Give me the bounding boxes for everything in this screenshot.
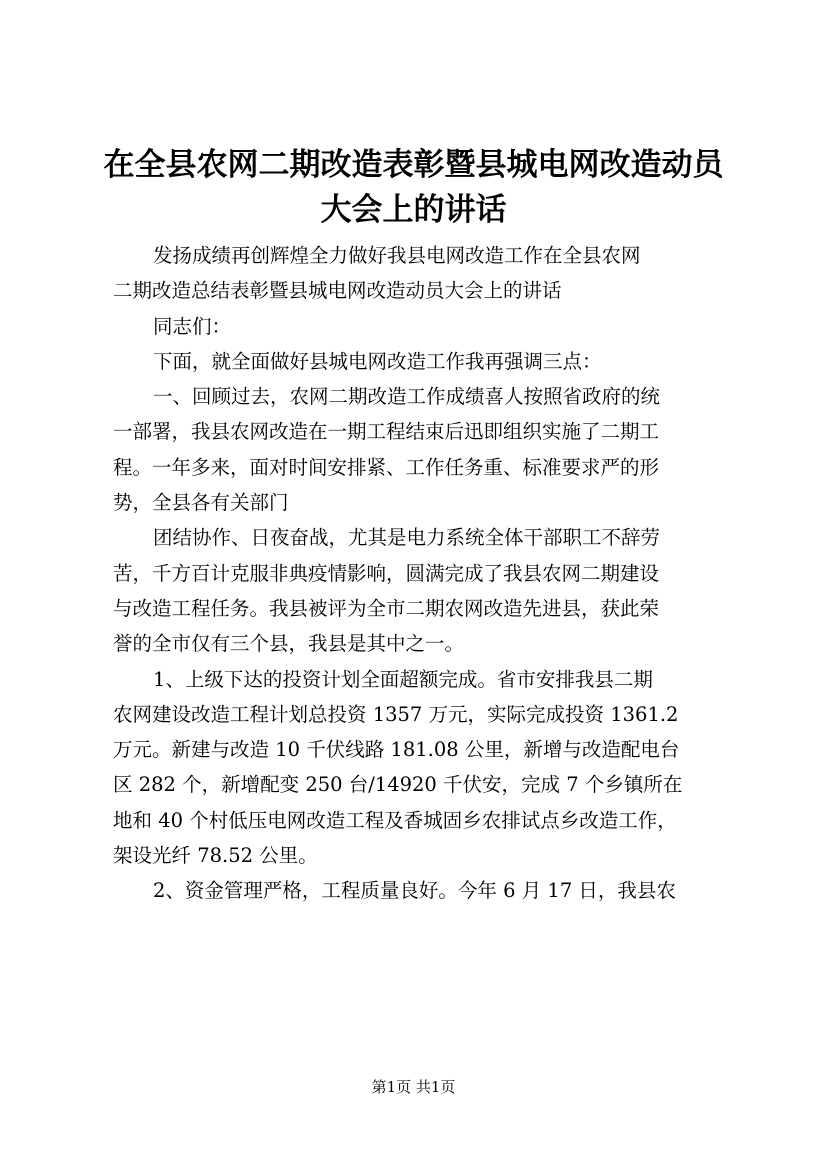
paragraph-line: 一部署，我县农网改造在一期工程结束后迅即组织实施了二期工 bbox=[113, 420, 660, 444]
paragraph-line: 下面，就全面做好县城电网改造工作我再强调三点： bbox=[153, 349, 602, 373]
paragraph bbox=[113, 873, 738, 908]
paragraph-line: 万元。新建与改造 10 千伏线路 181.08 公里，新增与改造配电台 bbox=[113, 738, 680, 762]
paragraph-line: 区 282 个，新增配变 250 台/14920 千伏安，完成 7 个乡镇所在 bbox=[113, 773, 683, 797]
paragraph-line: 地和 40 个村低压电网改造工程及香城固乡农排试点乡改造工作， bbox=[113, 808, 677, 832]
paragraph bbox=[113, 238, 738, 309]
paragraph-line: 二期改造总结表彰暨县城电网改造动员大会上的讲话 bbox=[113, 279, 562, 303]
paragraph bbox=[113, 344, 738, 379]
paragraph-line: 团结协作、日夜奋战，尤其是电力系统全体干部职工不辞劳 bbox=[153, 526, 661, 550]
paragraph-line: 1、上级下达的投资计划全面超额完成。省市安排我县二期 bbox=[153, 667, 653, 691]
paragraph-line: 程。一年多来，面对时间安排紧、工作任务重、标准要求严的形 bbox=[113, 455, 660, 479]
paragraph-line: 与改造工程任务。我县被评为全市二期农网改造先进县，获此荣 bbox=[113, 596, 660, 620]
paragraph-line: 同志们： bbox=[153, 314, 232, 338]
paragraph-line: 一、回顾过去，农网二期改造工作成绩喜人按照省政府的统 bbox=[153, 385, 661, 409]
document-body bbox=[113, 238, 738, 909]
paragraph-line: 农网建设改造工程计划总投资 1357 万元，实际完成投资 1361.2 bbox=[113, 702, 679, 726]
paragraph-line: 架设光纤 78.52 公里。 bbox=[113, 844, 318, 868]
document-title bbox=[95, 143, 732, 233]
paragraph-line: 誉的全市仅有三个县，我县是其中之一。 bbox=[113, 632, 465, 656]
paragraph-line: 发扬成绩再创辉煌全力做好我县电网改造工作在全县农网 bbox=[153, 244, 641, 267]
paragraph bbox=[113, 309, 738, 344]
paragraph-line: 2、资金管理严格，工程质量良好。今年 6 月 17 日，我县农 bbox=[153, 879, 676, 903]
paragraph bbox=[113, 520, 738, 661]
page-footer: 第1页 共1页 bbox=[371, 1078, 456, 1096]
title-line: 在全县农网二期改造表彰暨县城电网改造动员 bbox=[103, 147, 724, 183]
paragraph bbox=[113, 662, 738, 874]
paragraph-line: 势，全县各有关部门 bbox=[113, 491, 289, 515]
paragraph bbox=[113, 379, 738, 520]
paragraph-line: 苦，千方百计克服非典疫情影响，圆满完成了我县农网二期建设 bbox=[113, 561, 660, 585]
title-line: 大会上的讲话 bbox=[320, 192, 507, 228]
